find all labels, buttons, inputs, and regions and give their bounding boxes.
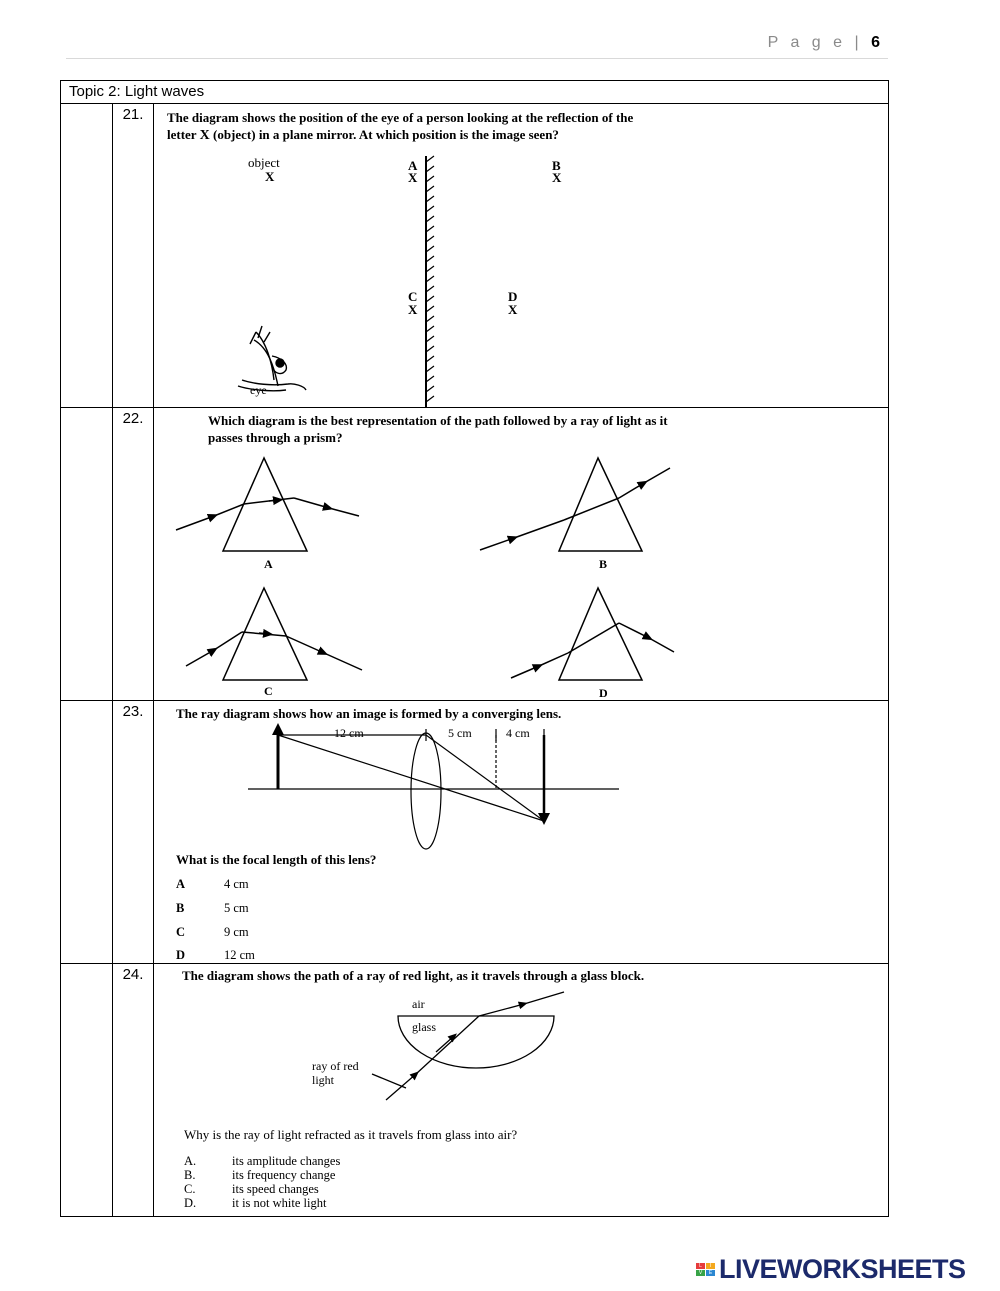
worksheet-table	[60, 80, 889, 1217]
position-a-label: A	[408, 158, 418, 173]
refraction-question: Why is the ray of light refracted as it travels from glass into air?	[184, 1127, 518, 1142]
plane-mirror	[426, 156, 434, 407]
question-text: The diagram shows the path of a ray of red light, as it travels through a glass block.	[182, 968, 645, 983]
question-row-23	[61, 701, 889, 964]
position-c-x: X	[408, 302, 418, 317]
question-23	[154, 701, 889, 964]
option-a: A 4 cm	[176, 877, 249, 891]
option-b: B 5 cm	[176, 901, 249, 915]
object-x: X	[265, 169, 275, 184]
option-d-label: D	[599, 686, 608, 700]
converging-lens	[411, 733, 441, 849]
dimension-4cm: 4 cm	[506, 726, 530, 740]
logo-text: LIVEWORKSHEETS	[719, 1253, 966, 1284]
header-divider	[66, 58, 888, 59]
question-22	[154, 408, 889, 701]
prism-b	[480, 458, 670, 551]
option-b-label: B	[599, 557, 608, 571]
prism-diagrams	[154, 408, 889, 700]
topic-heading: Topic 2: Light waves	[61, 81, 889, 104]
position-c-label: C	[408, 289, 418, 304]
question-21	[154, 104, 889, 408]
dimension-12cm: 12 cm	[334, 726, 364, 740]
question-row-22	[61, 408, 889, 701]
glass-label: glass	[412, 1020, 436, 1034]
position-b-label: B	[552, 158, 561, 173]
prism-c	[186, 588, 362, 680]
page-label: P a g e	[767, 34, 847, 51]
question-number: 22.	[113, 408, 154, 701]
refracted-ray	[479, 992, 564, 1016]
question-row-21	[61, 104, 889, 408]
ray-label-line2: light	[312, 1073, 335, 1087]
prism-d	[511, 588, 674, 680]
eye-icon	[238, 326, 306, 391]
dimension-5cm: 5 cm	[448, 726, 472, 740]
lens-ray-diagram	[154, 721, 889, 871]
question-number: 23.	[113, 701, 154, 964]
position-d-x: X	[508, 302, 518, 317]
logo-mark-icon: L I V E	[696, 1263, 715, 1276]
position-b-x: X	[552, 170, 562, 185]
mirror-diagram	[154, 104, 889, 407]
air-label: air	[412, 997, 425, 1011]
page-number: 6	[871, 34, 880, 51]
option-d: D. it is not white light	[184, 1196, 327, 1210]
page-separator: |	[854, 34, 863, 51]
question-text: The ray diagram shows how an image is formed by a converging lens.	[176, 706, 562, 721]
eye-label: eye	[250, 383, 267, 397]
liveworksheets-logo[interactable]	[696, 1254, 966, 1284]
position-d-label: D	[508, 289, 518, 304]
question-number: 24.	[113, 964, 154, 1217]
question-text: The diagram shows the position of the eye of a person looking at the reflection of the letter X (object) in a plane mirror. At which position is the image seen?	[167, 110, 634, 143]
option-a-label: A	[264, 557, 273, 571]
option-a: A. its amplitude changes	[184, 1154, 341, 1168]
option-c: C. its speed changes	[184, 1182, 319, 1196]
option-c-label: C	[264, 684, 273, 698]
option-c: C 9 cm	[176, 925, 249, 939]
position-a-x: X	[408, 170, 418, 185]
question-text: Which diagram is the best representation of the path followed by a ray of light as it passes through a prism?	[208, 413, 668, 445]
page-header	[768, 34, 880, 52]
ray-label-line1: ray of red	[312, 1059, 359, 1073]
object-label: object	[248, 155, 280, 170]
option-b: B. its frequency change	[184, 1168, 336, 1182]
question-row-24	[61, 964, 889, 1217]
focal-length-question: What is the focal length of this lens?	[176, 852, 377, 867]
question-24	[154, 964, 889, 1217]
glass-block-diagram	[154, 984, 889, 1124]
question-number: 21.	[113, 104, 154, 408]
option-d: D 12 cm	[176, 948, 255, 962]
prism-a	[176, 458, 359, 551]
